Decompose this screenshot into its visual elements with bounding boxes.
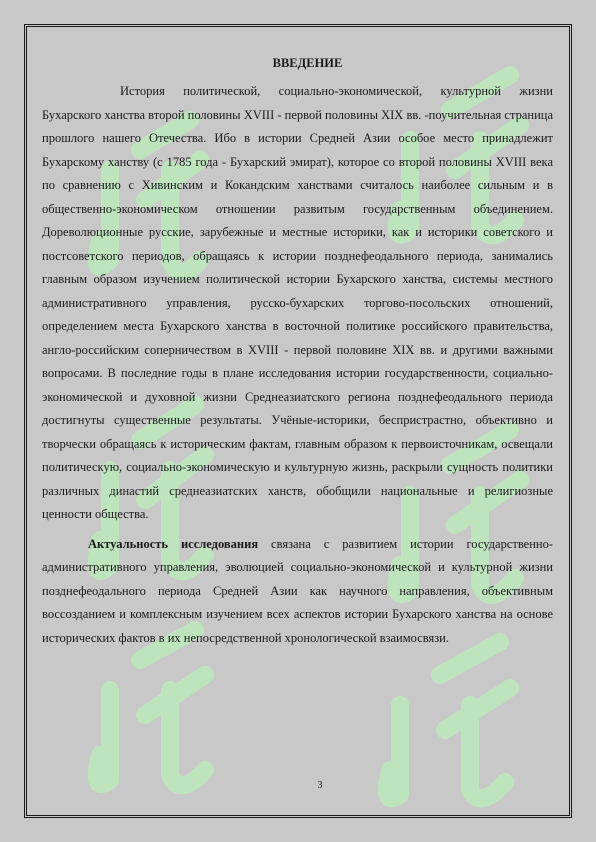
relevance-text: связана с развитием истории государственно-административного управления, эволюцией социально-экономической и культурной жизни позднефеодального периода Средней Азии как научного направления, объективным воссозданием и комплексным изучением всех аспектов истории Бухарского ханства на основе исторических фактов в их непосредственной хронологической взаимосвязи. xyxy=(42,536,553,645)
section-title: ВВЕДЕНИЕ xyxy=(272,56,343,70)
relevance-paragraph xyxy=(42,533,553,651)
relevance-heading: Актуальность исследования xyxy=(88,536,259,551)
intro-paragraph: История политической, социально-экономической, культурной жизни Бухарского ханства второй половины XVIII - первой половины XIX вв. -поучительная страница прошлого нашего Отечества. Ибо в истории Средней Азии особое место принадлежит Бухарскому ханству (с 1785 года - Бухарский эмират), которое со второй половины XVIII века по сравнению с Хивинским и Кокандским ханствами считалось наиболее сильным и в общественно-экономическом отношении развитым государственным объединением. Дореволюционные русские, зарубежные и местные историки, как и историки советского и постсоветского периодов, обращаясь к истории позднефеодального периода, занимались главным образом изучением политической истории Бухарского ханства, системы местного административного управления, русско-бухарских торгово-посольских отношений, определением места Бухарского ханства в восточной политике российского правительства, англо-российским соперничеством в XVIII - первой половине XIX вв. и другими важными вопросами. В последние годы в плане исследования истории государственности, социально-экономической и духовной жизни Среднеазиатского региона позднефеодального периода достигнуты существенные результаты. Учёные-историки, беспристрастно, объективно и творчески обращаясь к историческим фактам, главным образом к первоисточникам, освещали политическую, социально-экономическую и культурную жизнь, раскрыли сущность политики различных династий среднеазиатских ханств, обобщили национальные и религиозные ценности общества. xyxy=(42,84,553,521)
page-number: 3 xyxy=(317,780,323,791)
document-body xyxy=(42,52,553,650)
